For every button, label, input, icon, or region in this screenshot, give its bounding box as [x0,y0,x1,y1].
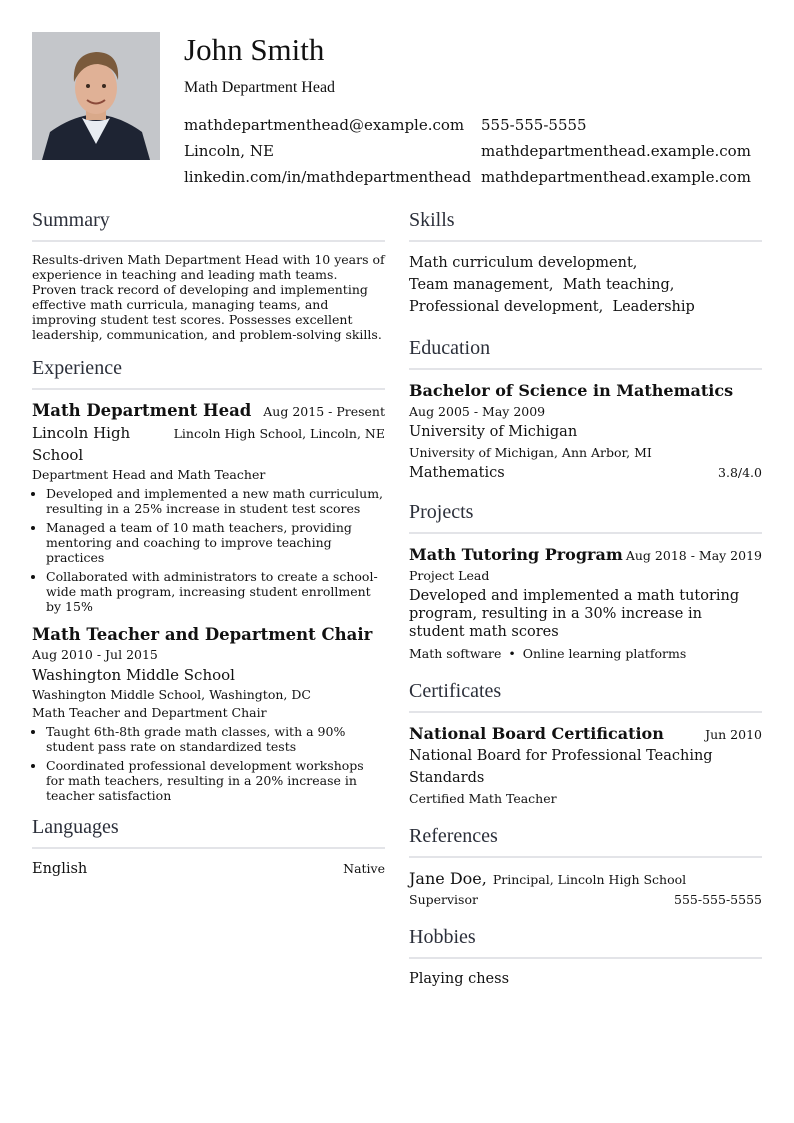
reference-phone[interactable]: 555-555-5555 [674,892,762,907]
job-date: Aug 2010 - Jul 2015 [32,647,158,662]
candidate-name: John Smith [184,32,325,67]
language-name: English [32,861,88,877]
education-degree: Bachelor of Science in Mathematics [409,381,734,400]
job-entry [32,624,385,803]
job-header [32,400,385,422]
job-bullet: • Managed a team of 10 math teachers, providing mentoring and coaching to improve teaching practices [46,520,385,565]
reference-name: Jane Doe, [409,869,487,888]
reference-details [409,890,762,909]
profile-photo [32,32,160,160]
certificate-issuer: National Board for Professional Teaching Standards [409,748,713,786]
education-section [409,334,762,484]
project-title: Math Tutoring Program [409,545,623,564]
project-description: Developed and implemented a math tutoring program, resulting in a 30% increase in student math scores [409,588,740,640]
contact-phone[interactable]: 555-555-5555 [481,116,587,134]
certificate-title: National Board Certification [409,724,664,743]
keyword-separator: • [508,646,516,661]
section-heading: Certificates [409,677,762,713]
project-keyword: Math software [409,646,502,661]
skills-line: Math curriculum development, [409,255,638,271]
language-level: Native [343,861,385,876]
summary-section [32,206,385,342]
references-section [409,822,762,909]
section-heading: Education [409,334,762,370]
experience-section [32,354,385,803]
project-keyword: Online learning platforms [522,646,687,661]
hobbies-section [409,923,762,989]
contact-email[interactable]: mathdepartmenthead@example.com [184,116,465,134]
languages-section [32,813,385,879]
job-bullets [32,486,385,614]
job-bullet: • Collaborated with administrators to create a school-wide math program, increasing student enrollment by 15% [46,569,385,614]
project-keywords [409,645,762,663]
education-location: University of Michigan, Ann Arbor, MI [409,445,652,460]
section-heading: Experience [32,354,385,390]
profile-photo-image [32,32,160,160]
reference-header [409,868,762,890]
contact-right [481,112,751,190]
education-area: Mathematics [409,465,505,481]
job-bullet: • Coordinated professional development workshops for math teachers, resulting in a 20% increase in teacher satisfaction [46,758,385,803]
reference-position: Principal, Lincoln High School [492,872,687,887]
job-bullet: • Developed and implemented a new math curriculum, resulting in a 25% increase in student test scores [46,486,385,516]
section-heading: Skills [409,206,762,242]
left-column [32,206,385,879]
hobby-item: Playing chess [409,971,510,987]
contact-website-2[interactable]: mathdepartmenthead.example.com [481,168,751,186]
project-role: Project Lead [409,568,490,583]
projects-section [409,498,762,663]
contact-website[interactable]: mathdepartmenthead.example.com [481,142,751,160]
skills-line: Team management, Math teaching, [409,277,675,293]
section-heading: Languages [32,813,385,849]
language-row [32,859,385,879]
job-date: Aug 2015 - Present [263,404,385,419]
education-school: University of Michigan [409,424,578,440]
job-role: Department Head and Math Teacher [32,467,266,482]
summary-text: Results-driven Math Department Head with 10 years of experience in teaching and leading math teams. Proven track record of developing and implementing effective math curricula, managing teams, and improving student test scores. Possesses excellent leadership, communication, and problem-solving skills. [32,252,385,342]
job-location: Washington Middle School, Washington, DC [32,687,311,702]
job-title: Math Teacher and Department Chair [32,625,373,644]
section-heading: Projects [409,498,762,534]
contact-left [184,112,471,190]
candidate-title: Math Department Head [184,79,336,96]
certificate-note: Certified Math Teacher [409,791,557,806]
job-company: Lincoln High School [32,424,131,464]
education-area-row [409,462,762,484]
job-entry [32,400,385,614]
skills-line: Professional development, Leadership [409,299,695,315]
reference-relation: Supervisor [409,892,478,907]
job-bullet: • Taught 6th-8th grade math classes, with a 90% student pass rate on standardized tests [46,724,385,754]
contact-linkedin[interactable]: linkedin.com/in/mathdepartmenthead [184,168,472,186]
section-heading: References [409,822,762,858]
skills-section [409,206,762,318]
right-column [409,206,762,989]
certificates-section [409,677,762,808]
job-bullets [32,724,385,803]
job-location: Lincoln High School, Lincoln, NE [173,426,385,441]
job-title: Math Department Head [32,401,252,420]
project-date: Aug 2018 - May 2019 [625,548,762,563]
section-heading: Hobbies [409,923,762,959]
education-gpa: 3.8/4.0 [718,465,762,480]
education-date: Aug 2005 - May 2009 [409,404,546,419]
project-header [409,544,762,566]
job-company: Washington Middle School [32,666,235,684]
certificate-header [409,723,762,745]
section-heading: Summary [32,206,385,242]
certificate-date: Jun 2010 [705,727,762,742]
job-role: Math Teacher and Department Chair [32,705,267,720]
contact-location: Lincoln, NE [184,142,274,160]
skills-list [409,252,762,318]
job-header [32,624,385,646]
job-company-row [32,422,385,466]
